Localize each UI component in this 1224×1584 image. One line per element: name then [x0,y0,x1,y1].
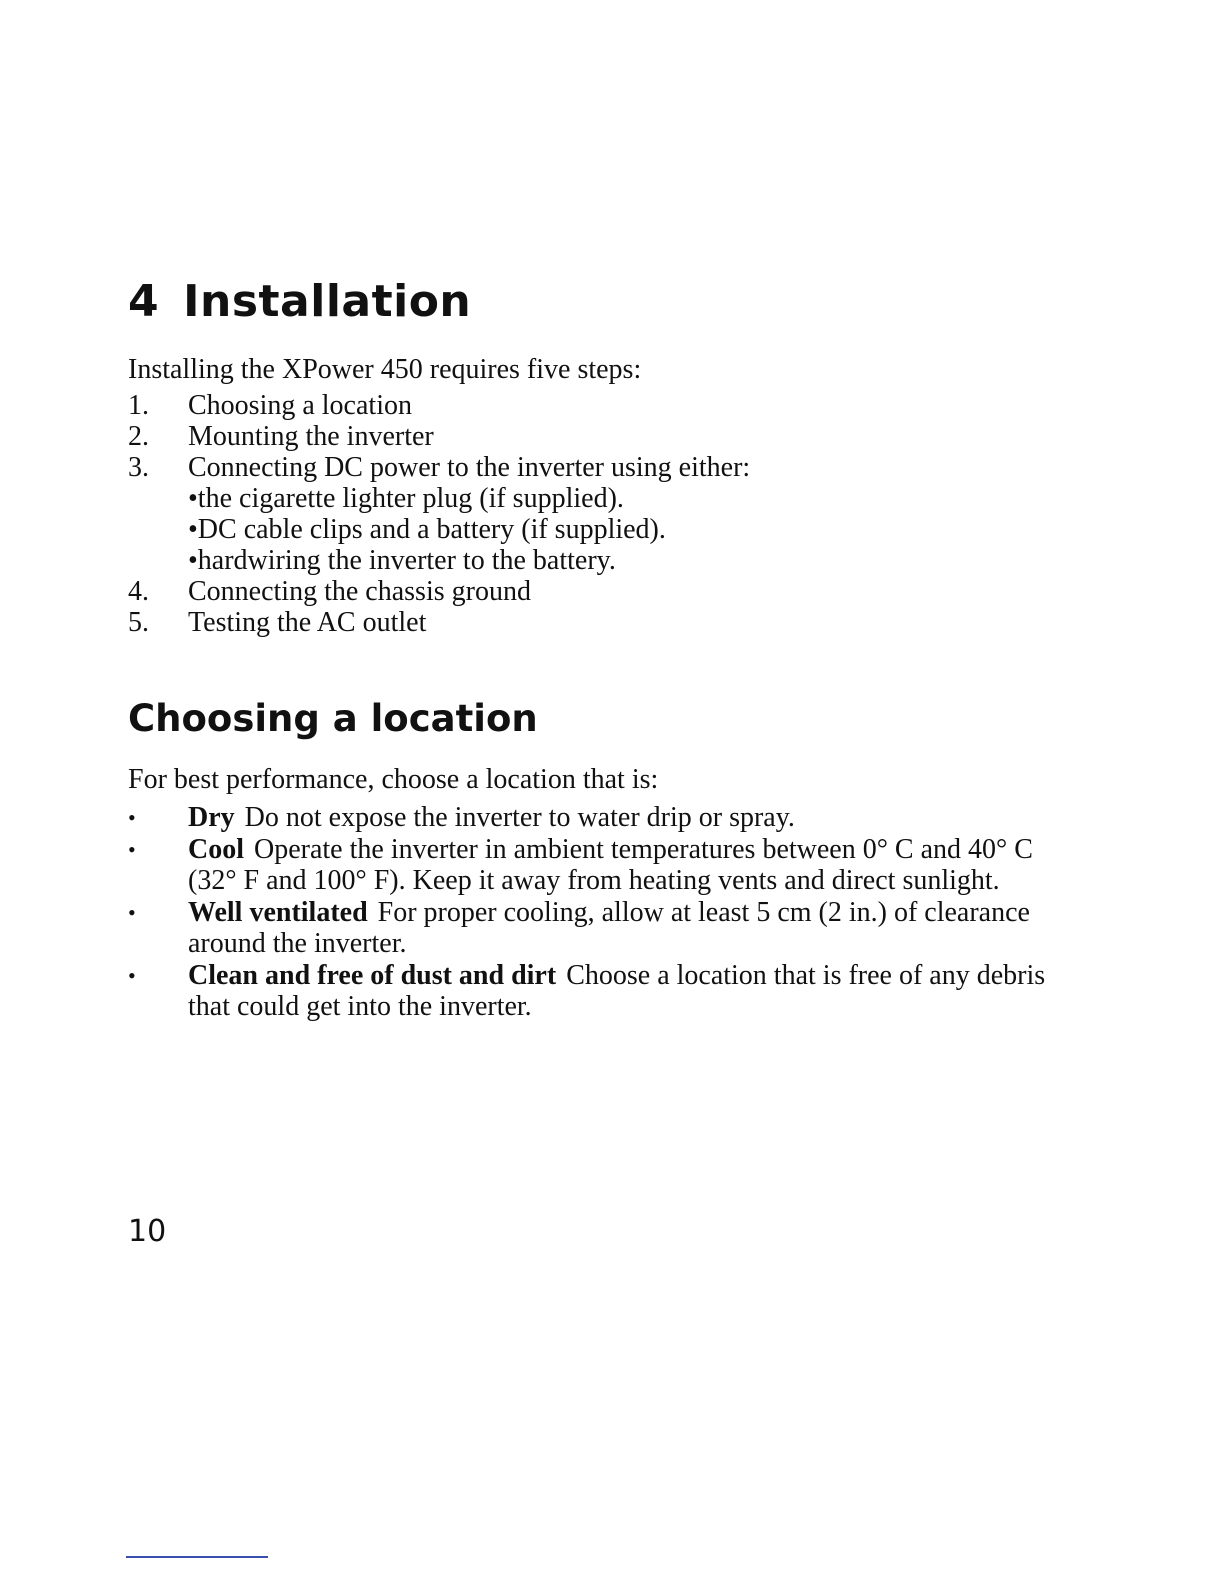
bullet-text: For proper cooling, allow at least 5 cm (2 in.) of clearance around the inverter. [188,897,1030,959]
steps-list [128,390,750,638]
bullet-icon: • [128,805,136,830]
list-item [128,390,750,421]
bullet-text: Do not expose the inverter to water drip or spray. [244,802,795,833]
section-title: Installation [183,276,472,327]
bullet-icon: • [128,900,136,925]
step-text: Connecting the chassis ground [188,576,531,607]
step-subitem: •DC cable clips and a battery (if supplied). [188,514,666,545]
step-text: Choosing a location [188,390,412,421]
list-item [128,607,750,638]
bullet-text: Operate the inverter in ambient temperatures between 0° C and 40° C (32° F and 100° F). Keep it away from heating vents and direct sunlight. [188,834,1033,896]
step-number: 2. [128,421,149,452]
step-text: Mounting the inverter [188,421,434,452]
step-subitem: •the cigarette lighter plug (if supplied). [188,483,624,514]
step-number: 4. [128,576,149,607]
subsection-intro: For best performance, choose a location that is: [128,764,659,795]
bullet-term: Well ventilated [188,897,368,928]
list-item [128,421,750,452]
bullet-term: Dry [188,802,235,833]
list-item [128,834,1088,896]
list-item [128,960,1088,1022]
list-item [128,576,750,607]
bullet-list [128,802,1088,1023]
list-item [128,452,750,576]
bullet-text: Choose a location that is free of any debris that could get into the inverter. [188,960,1046,1022]
subsection-heading: Choosing a location [128,697,538,740]
step-number: 5. [128,607,149,638]
bullet-term: Cool [188,834,244,865]
section-number: 4 [128,276,160,327]
bullet-icon: • [128,963,136,988]
step-text: Testing the AC outlet [188,607,427,638]
page-number: 10 [128,1214,167,1249]
bullet-term: Clean and free of dust and dirt [188,960,557,991]
footer-divider [126,1556,268,1558]
step-text: Connecting DC power to the inverter using either: [188,452,751,483]
section-intro: Installing the XPower 450 requires five steps: [128,354,642,385]
step-subitem: •hardwiring the inverter to the battery. [188,545,616,576]
list-item [128,802,1088,833]
step-number: 3. [128,452,149,483]
list-item [128,897,1088,959]
bullet-icon: • [128,837,136,862]
step-number: 1. [128,390,149,421]
section-heading [128,272,471,332]
